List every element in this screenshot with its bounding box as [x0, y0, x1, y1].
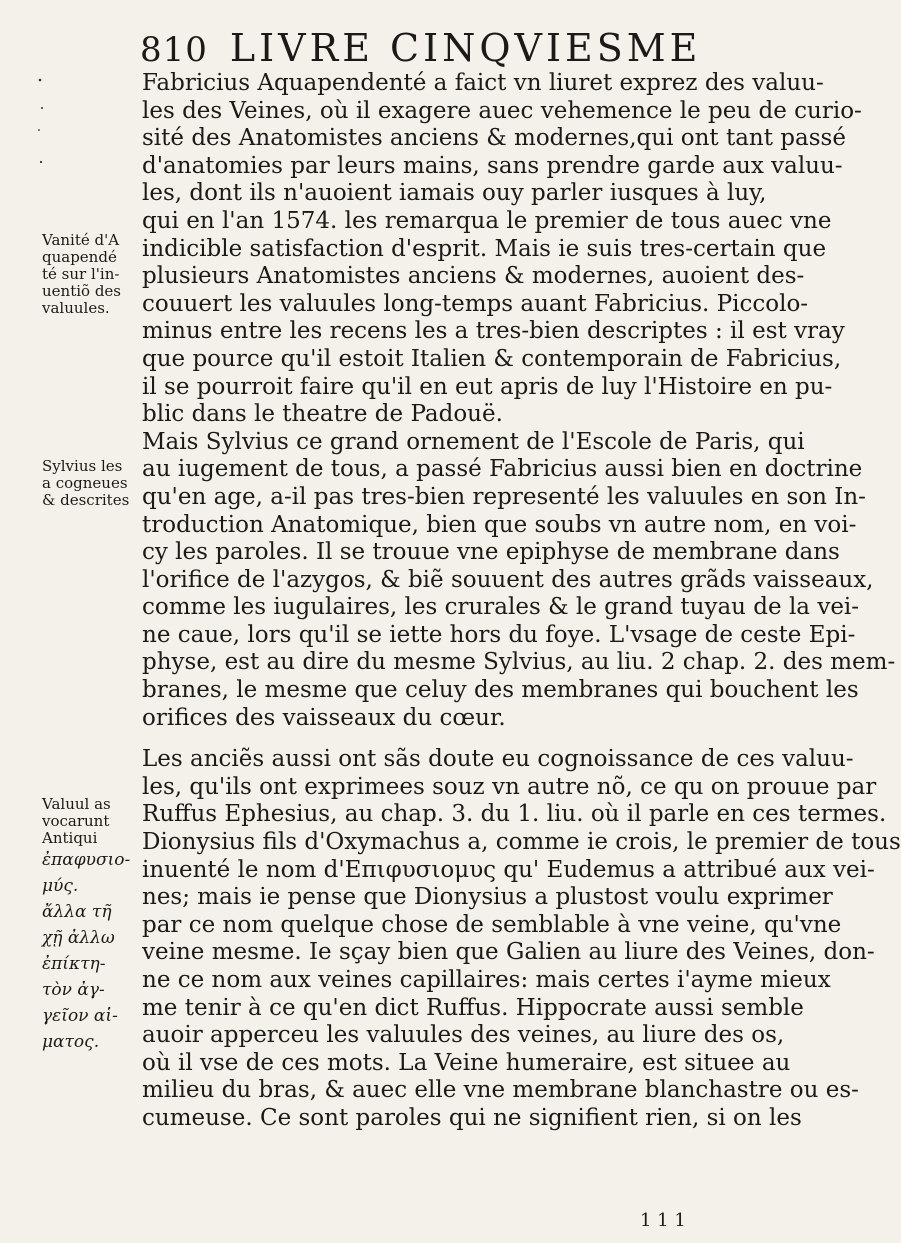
text-line: troduction Anatomique, bien que soubs vn autre nom, en voi- [142, 511, 857, 538]
paragraph-gap [142, 732, 782, 746]
text-line: les, dont ils n'auoient iamais ouy parler iusques à luy, [142, 180, 767, 207]
text-line: veine mesme. Ie sçay bien que Galien au liure des Veines, don- [142, 939, 875, 966]
text-line: milieu du bras, & auec elle vne membrane blanchastre ou es- [142, 1077, 859, 1104]
text-line: Mais Sylvius ce grand ornement de l'Escole de Paris, qui [142, 428, 805, 455]
greek-line: χῇ ἀλλω [42, 928, 115, 948]
margin-note-line: Antiqui [42, 829, 98, 847]
margin-note-line: uentiõ des [42, 282, 121, 300]
text-line: Les anciẽs aussi ont sãs doute eu cognoissance de ces valuu- [142, 746, 854, 773]
text-line: ne caue, lors qu'il se iette hors du foye. L'vsage de ceste Epi- [142, 621, 856, 648]
text-line: qui en l'an 1574. les remarqua le premier de tous auec vne [142, 207, 832, 234]
text-line: me tenir à ce qu'en dict Ruffus. Hippocrate aussi semble [142, 994, 804, 1021]
margin-greek-text [42, 847, 138, 1055]
text-line: qu'en age, a-il pas tres-bien representé les valuules en son In- [142, 483, 866, 510]
greek-line: τὸν ἀγ- [42, 980, 105, 1000]
text-line: orifices des vaisseaux du cœur. [142, 704, 506, 731]
text-line: que pource qu'il estoit Italien & contemporain de Fabricius, [142, 345, 842, 372]
margin-note-sylvius [42, 458, 138, 509]
page-number: 810 [140, 30, 208, 70]
margin-note-line: Sylvius les [42, 457, 123, 475]
text-line: blic dans le theatre de Padouë. [142, 401, 503, 428]
text-line: physe, est au dire du mesme Sylvius, au liu. 2 chap. 2. des mem- [142, 649, 896, 676]
margin-note-line: Vanité d'A [42, 231, 120, 249]
margin-note-line: valuules. [42, 299, 110, 317]
margin-note-line: & descrites [42, 491, 130, 509]
text-line: d'anatomies par leurs mains, sans prendre garde aux valuu- [142, 152, 843, 179]
margin-note-line: Valuul as [42, 795, 111, 813]
text-line: auoir apperceu les valuules des veines, au liure des os, [142, 1022, 785, 1049]
catchword: 1 1 1 [640, 1210, 686, 1231]
text-line: au iugement de tous, a passé Fabricius aussi bien en doctrine [142, 456, 863, 483]
body-text [142, 70, 901, 1133]
greek-line: ἐπίκτη- [42, 954, 106, 974]
text-line: par ce nom quelque chose de semblable à vne veine, qu'vne [142, 911, 842, 938]
running-head: LIVRE CINQVIESME [229, 26, 702, 70]
text-line: minus entre les recens les a tres-bien descriptes : il est vray [142, 318, 845, 345]
text-line: couuert les valuules long-temps auant Fabricius. Piccolo- [142, 290, 809, 317]
text-line: cumeuse. Ce sont paroles qui ne signifient rien, si on les [142, 1104, 802, 1131]
text-line: il se pourroit faire qu'il en eut apris de luy l'Histoire en pu- [142, 373, 833, 400]
text-line: comme les iugulaires, les crurales & le grand tuyau de la vei- [142, 594, 860, 621]
margin-note-antiqui [42, 796, 138, 1055]
text-line: les, qu'ils ont exprimees souz vn autre nõ, ce qu on prouue par [142, 773, 877, 800]
text-line: Dionysius fils d'Oxymachus a, comme ie crois, le premier de tous [142, 829, 901, 856]
text-line: Fabricius Aquapendenté a faict vn liuret exprez des valuu- [142, 70, 824, 96]
margin-note-line: vocarunt [42, 812, 110, 830]
margin-note-vanity [42, 232, 138, 317]
margin-note-line: té sur l'in- [42, 265, 120, 283]
margin-note-line: quapendé [42, 248, 117, 266]
greek-line: ματος. [42, 1032, 100, 1052]
text-line: sité des Anatomistes anciens & modernes,qui ont tant passé [142, 125, 846, 152]
text-line: plusieurs Anatomistes anciens & modernes, auoient des- [142, 263, 805, 290]
margin-note-line: a cogneues [42, 474, 128, 492]
text-line: Ruffus Ephesius, au chap. 3. du 1. liu. où il parle en ces termes. [142, 801, 887, 828]
text-line: cy les paroles. Il se trouue vne epiphyse de membrane dans [142, 539, 840, 566]
text-line: branes, le mesme que celuy des membranes qui bouchent les [142, 677, 859, 704]
text-line: nes; mais ie pense que Dionysius a plustost voulu exprimer [142, 884, 833, 911]
greek-line: γεῖον αἱ- [42, 1006, 118, 1026]
paper-specks [20, 70, 60, 190]
text-line: l'orifice de l'azygos, & biẽ souuent des autres grãds vaisseaux, [142, 566, 874, 593]
page-header [140, 26, 780, 70]
text-line: les des Veines, où il exagere auec vehemence le peu de curio- [142, 97, 862, 124]
text-line: où il vse de ces mots. La Veine humeraire, est situee au [142, 1049, 791, 1076]
greek-line: ἄλλα τῆ [42, 902, 112, 922]
text-line: indicible satisfaction d'esprit. Mais ie suis tres-certain que [142, 235, 827, 262]
text-line: ne ce nom aux veines capillaires: mais certes i'ayme mieux [142, 967, 831, 993]
greek-line: μύς. [42, 876, 79, 896]
greek-line: ἐπαφυσιο- [42, 850, 131, 870]
text-line: inuenté le nom d'Επιφυσιομυς qu' Eudemus a attribué aux vei- [142, 856, 875, 883]
